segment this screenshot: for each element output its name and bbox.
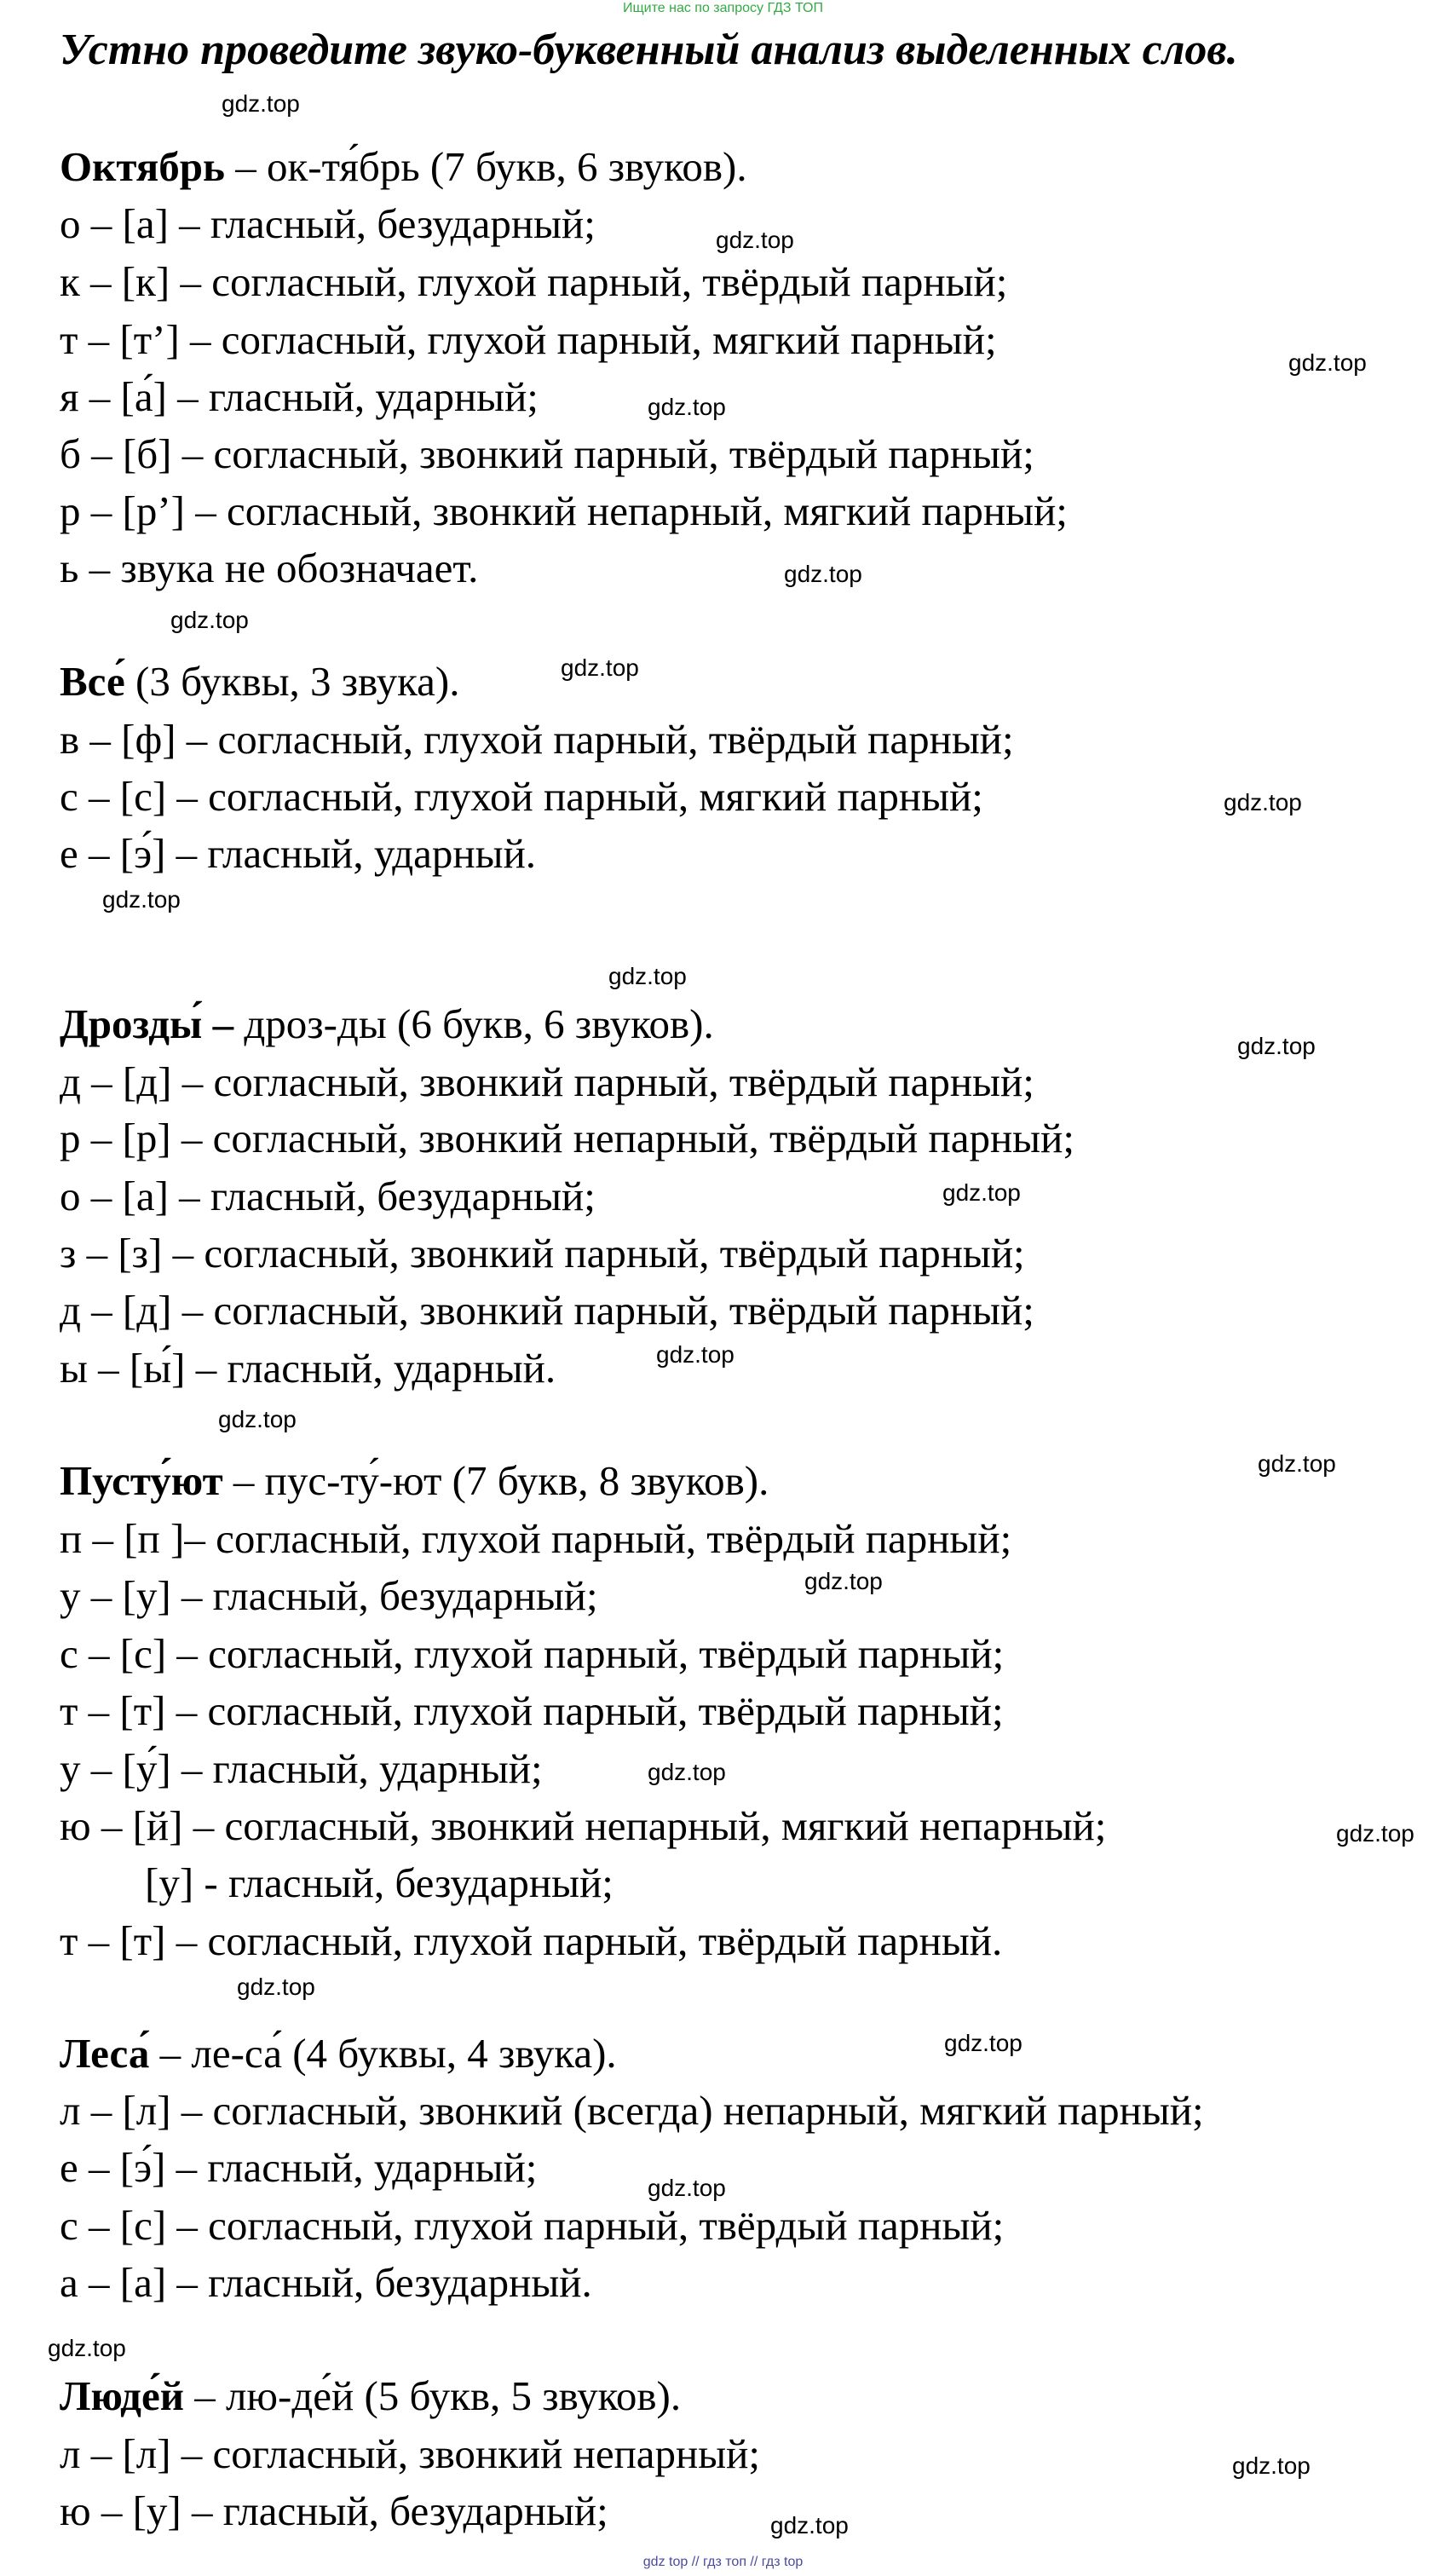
analysis-line: ю – [у] – гласный, безударный; [60, 2487, 608, 2534]
analysis-line: б – [б] – согласный, звонкий парный, твёрдый парный; [60, 430, 1034, 477]
watermark: gdz.top [1224, 789, 1302, 815]
analysis-line: с – [с] – согласный, глухой парный, твёрдый парный; [60, 2202, 1005, 2249]
watermark: gdz.top [237, 1974, 315, 2000]
highlighted-word: Октябрь [60, 143, 225, 190]
analysis-line: л – [л] – согласный, звонкий (всегда) непарный, мягкий парный; [60, 2087, 1204, 2134]
analysis-line: с – [с] – согласный, глухой парный, твёрдый парный; [60, 1630, 1005, 1677]
watermark: gdz.top [804, 1568, 883, 1594]
highlighted-word: Леса́ [60, 2030, 150, 2077]
word-summary: дроз-ды (6 букв, 6 звуков). [233, 1000, 714, 1047]
watermark: gdz.top [608, 963, 687, 989]
highlighted-word: Люде́й [60, 2372, 184, 2419]
watermark: gdz.top [648, 2175, 726, 2201]
watermark: gdz.top [1288, 349, 1367, 376]
footer-note: gdz top // гдз топ // гдз top [642, 2555, 804, 2569]
word-heading-drozdy [60, 999, 714, 1050]
analysis-line: з – [з] – согласный, звонкий парный, твёрдый парный; [60, 1230, 1025, 1276]
analysis-line: р – [р’] – согласный, звонкий непарный, мягкий парный; [60, 487, 1068, 534]
watermark: gdz.top [648, 394, 726, 420]
analysis-line: д – [д] – согласный, звонкий парный, твёрдый парный; [60, 1287, 1034, 1334]
analysis-line: к – [к] – согласный, глухой парный, твёрдый парный; [60, 258, 1008, 305]
analysis-line: ы – [ы́] – гласный, ударный. [60, 1345, 556, 1392]
word-summary: – пус-ту́-ют (7 букв, 8 звуков). [222, 1457, 769, 1504]
word-summary: – лю-де́й (5 букв, 5 звуков). [183, 2372, 682, 2419]
analysis-line: р – [р] – согласный, звонкий непарный, твёрдый парный; [60, 1115, 1074, 1161]
watermark: gdz.top [222, 90, 300, 117]
watermark: gdz.top [648, 1759, 726, 1785]
watermark: gdz.top [656, 1341, 735, 1368]
watermark: gdz.top [716, 227, 794, 253]
analysis-line: л – [л] – согласный, звонкий непарный; [60, 2430, 761, 2477]
word-heading-pustuyut [60, 1455, 769, 1507]
analysis-line: т – [т] – согласный, глухой парный, твёрдый парный; [60, 1687, 1004, 1734]
word-heading-vse [60, 656, 459, 707]
watermark: gdz.top [102, 886, 181, 913]
task-title: Устно проведите звуко-буквенный анализ выделенных слов. [60, 26, 1238, 74]
analysis-line: е – [э́] – гласный, ударный. [60, 830, 537, 877]
word-summary: – ле-са́ (4 буквы, 4 звука). [149, 2030, 617, 2077]
watermark: gdz.top [1258, 1450, 1336, 1477]
analysis-line: в – [ф] – согласный, глухой парный, твёрдый парный; [60, 716, 1014, 763]
analysis-line: о – [а] – гласный, безударный; [60, 200, 596, 247]
analysis-line: ю – [й] – согласный, звонкий непарный, мягкий непарный; [60, 1802, 1107, 1849]
word-heading-lyudey [60, 2371, 681, 2422]
watermark: gdz.top [561, 654, 639, 681]
analysis-line: д – [д] – согласный, звонкий парный, твёрдый парный; [60, 1058, 1034, 1105]
watermark: gdz.top [770, 2512, 849, 2539]
watermark: gdz.top [1232, 2452, 1311, 2479]
word-heading-lesa [60, 2028, 617, 2079]
watermark: gdz.top [1237, 1033, 1316, 1059]
analysis-line: у – [у́] – гласный, ударный; [60, 1745, 543, 1792]
highlighted-word: Пусту́ют [60, 1457, 223, 1504]
watermark: gdz.top [784, 561, 862, 587]
analysis-line: я – [а́] – гласный, ударный; [60, 373, 539, 420]
analysis-line: о – [а] – гласный, безударный; [60, 1173, 596, 1219]
analysis-line: у – [у] – гласный, безударный; [60, 1572, 598, 1619]
highlighted-word: Все́ [60, 658, 125, 705]
analysis-line: с – [с] – согласный, глухой парный, мягкий парный; [60, 773, 983, 820]
watermark: gdz.top [1336, 1820, 1414, 1847]
word-heading-oktyabr [60, 141, 747, 193]
analysis-line: т – [т] – согласный, глухой парный, твёрдый парный. [60, 1917, 1003, 1964]
watermark: gdz.top [170, 607, 249, 633]
watermark: gdz.top [942, 1179, 1021, 1206]
analysis-line: т – [т’] – согласный, глухой парный, мягкий парный; [60, 316, 997, 363]
watermark: gdz.top [48, 2335, 126, 2361]
highlighted-word: Дрозды́ – [60, 1000, 234, 1047]
watermark: gdz.top [944, 2030, 1023, 2056]
word-summary: – ок-тя́брь (7 букв, 6 звуков). [224, 143, 747, 190]
word-summary: (3 буквы, 3 звука). [124, 658, 460, 705]
analysis-line: а – [а] – гласный, безударный. [60, 2259, 592, 2306]
analysis-line: е – [э́] – гласный, ударный; [60, 2144, 538, 2191]
search-hint-banner: Ищите нас по запросу ГДЗ ТОП [623, 1, 823, 15]
analysis-line: п – [п ]– согласный, глухой парный, твёрдый парный; [60, 1515, 1012, 1562]
analysis-line: ь – звука не обозначает. [60, 545, 479, 591]
watermark: gdz.top [218, 1406, 297, 1432]
analysis-line: [у] - гласный, безударный; [145, 1859, 614, 1906]
